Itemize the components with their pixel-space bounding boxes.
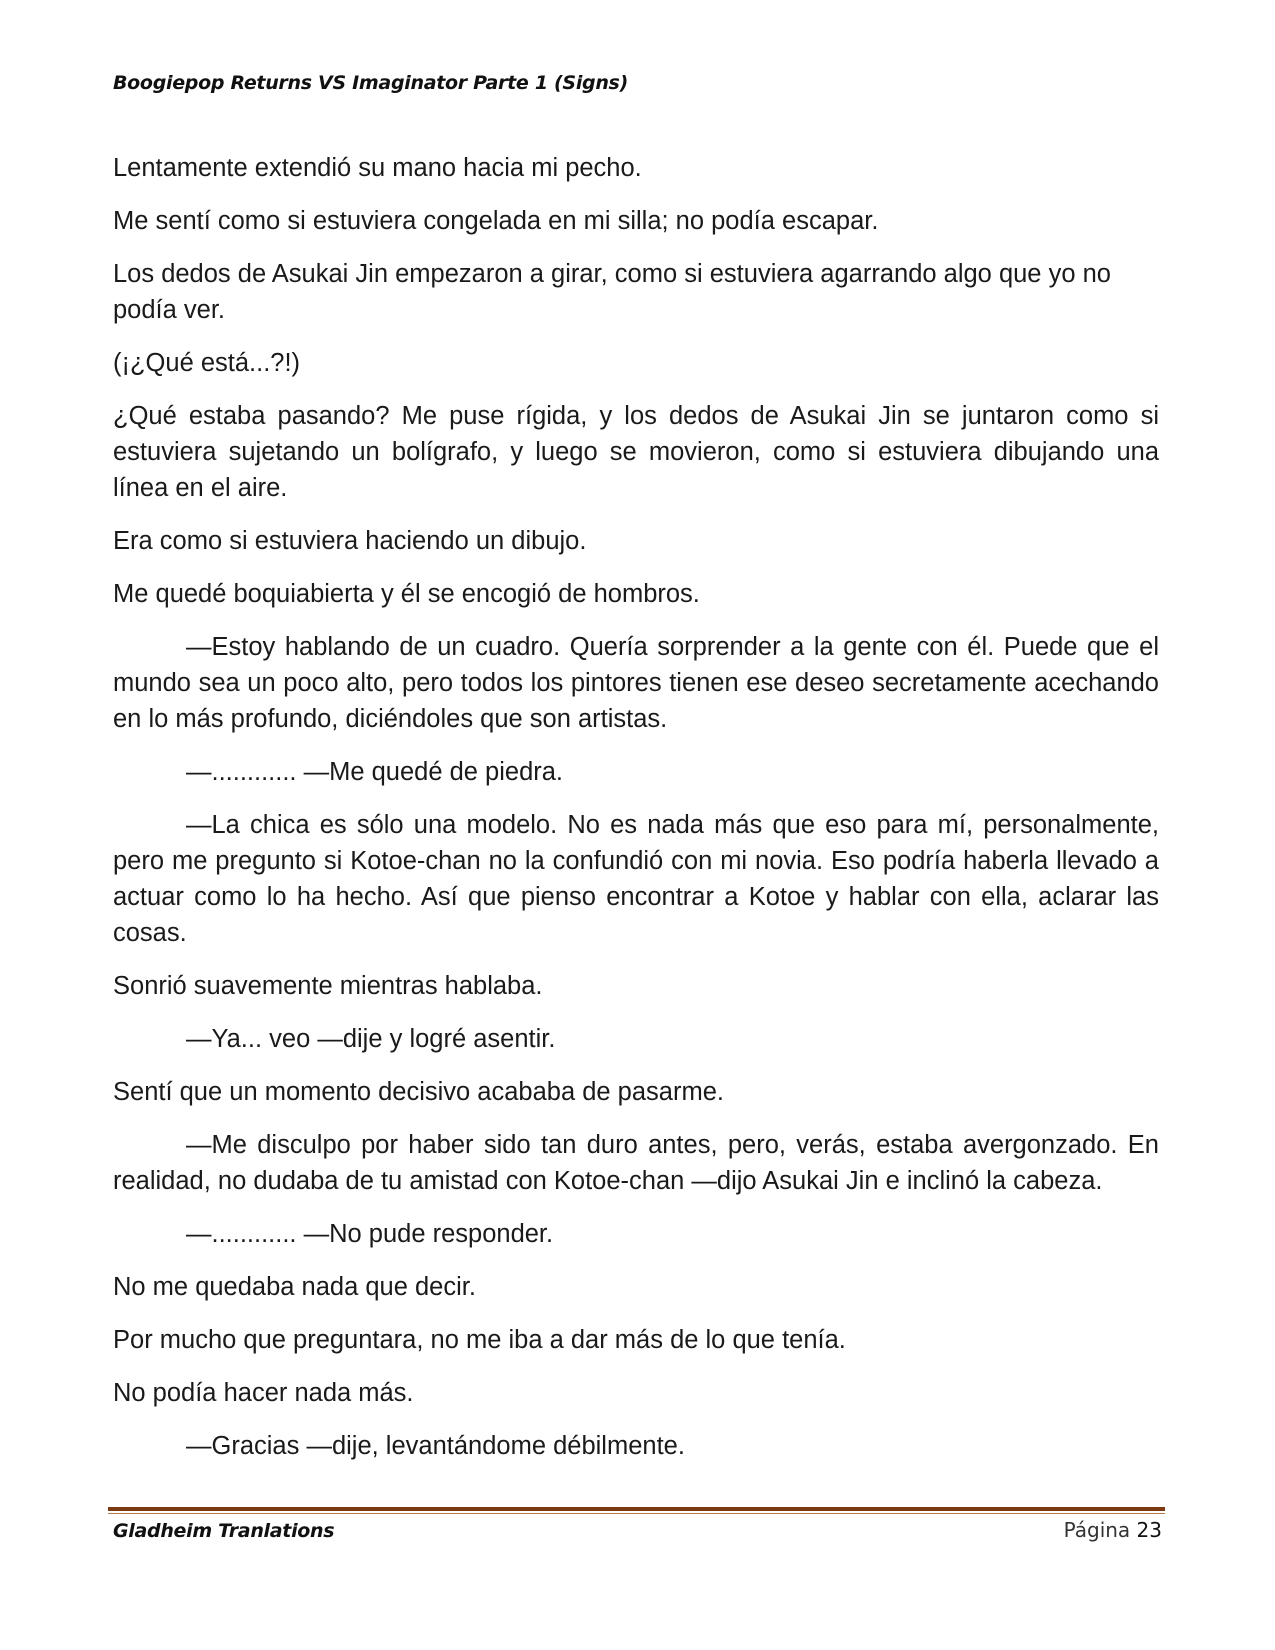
paragraph: Lentamente extendió su mano hacia mi pecho. <box>113 154 642 182</box>
paragraph: Los dedos de Asukai Jin empezaron a girar, como si estuviera agarrando algo que yo no podía ver. <box>113 260 1111 324</box>
paragraph: (¡¿Qué está...?!) <box>113 349 301 377</box>
paragraph: No podía hacer nada más. <box>113 1379 414 1407</box>
page-number-value: 23 <box>1136 1518 1162 1542</box>
paragraph: Era como si estuviera haciendo un dibujo. <box>113 527 587 555</box>
paragraph: No me quedaba nada que decir. <box>113 1273 476 1301</box>
page-header-title: Boogiepop Returns VS Imaginator Parte 1 (Signs) <box>113 72 628 94</box>
dialogue-paragraph: —............ —No pude responder. <box>186 1220 554 1248</box>
paragraph: Sentí que un momento decisivo acababa de pasarme. <box>113 1078 724 1106</box>
dialogue-paragraph: —Me disculpo por haber sido tan duro antes, pero, verás, estaba avergonzado. En realidad, no dudaba de tu amistad con Kotoe-chan —dijo Asukai Jin e inclinó la cabeza. <box>113 1131 1159 1195</box>
dialogue-paragraph: —Gracias —dije, levantándome débilmente. <box>186 1432 685 1460</box>
dialogue-paragraph: —Estoy hablando de un cuadro. Quería sorprender a la gente con él. Puede que el mundo sea un poco alto, pero todos los pintores tienen ese deseo secretamente acechando en lo más profundo, diciéndoles que son artistas. <box>113 633 1159 733</box>
paragraph: Sonrió suavemente mientras hablaba. <box>113 972 543 1000</box>
dialogue-paragraph: —La chica es sólo una modelo. No es nada más que eso para mí, personalmente, pero me pregunto si Kotoe-chan no la confundió con mi novia. Eso podría haberla llevado a actuar como lo ha hecho. Así que pienso encontrar a Kotoe y hablar con ella, aclarar las cosas. <box>113 811 1159 947</box>
page-label: Página <box>1063 1518 1131 1542</box>
footer-divider <box>108 1507 1165 1511</box>
footer-divider-thin <box>108 1513 1165 1514</box>
dialogue-paragraph: —............ —Me quedé de piedra. <box>186 758 564 786</box>
page-number <box>1064 1518 1162 1542</box>
paragraph: ¿Qué estaba pasando? Me puse rígida, y los dedos de Asukai Jin se juntaron como si estuviera sujetando un bolígrafo, y luego se movieron, como si estuviera dibujando una línea en el aire. <box>113 402 1159 502</box>
dialogue-paragraph: —Ya... veo —dije y logré asentir. <box>186 1025 556 1053</box>
paragraph: Por mucho que preguntara, no me iba a dar más de lo que tenía. <box>113 1326 846 1354</box>
page-body <box>113 150 1159 1481</box>
paragraph: Me sentí como si estuviera congelada en mi silla; no podía escapar. <box>113 207 879 235</box>
footer-credit: Gladheim Tranlations <box>113 1520 335 1542</box>
paragraph: Me quedé boquiabierta y él se encogió de hombros. <box>113 580 700 608</box>
